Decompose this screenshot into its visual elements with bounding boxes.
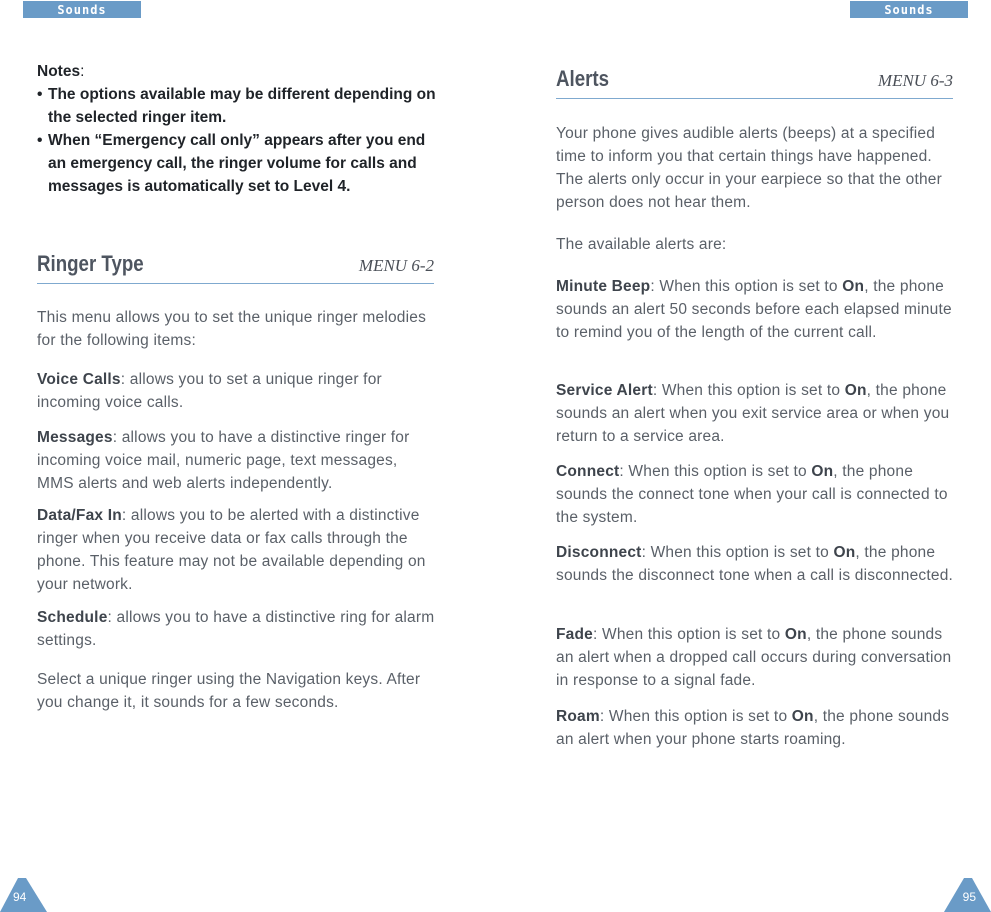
item-term: Minute Beep (556, 278, 651, 295)
notes-block (37, 60, 437, 198)
alert-item: Connect: When this option is set to On, the phone sounds the connect tone when your call is connected to the system. (556, 463, 948, 526)
ringer-item: Schedule: allows you to have a distinctive ring for alarm settings. (37, 609, 435, 649)
page-number-left (0, 878, 47, 912)
alert-item: Service Alert: When this option is set to On, the phone sounds an alert when you exit service area or when you return to a service area. (556, 382, 950, 445)
item-term: Schedule (37, 609, 108, 626)
alert-item: Minute Beep: When this option is set to On, the phone sounds an alert 50 seconds before each elapsed minute to remind you of the length of the current call. (556, 278, 952, 341)
notes-label: Notes (37, 63, 81, 80)
ringer-item: Data/Fax In: allows you to be alerted with a distinctive ringer when you receive data or fax calls through the phone. This feature may not be available depending on your network. (37, 507, 426, 593)
item-term: Roam (556, 708, 600, 725)
item-term: Messages (37, 429, 113, 446)
page-number: 95 (962, 890, 976, 904)
section-tab-right (850, 1, 968, 18)
section-tab-label: Sounds (884, 2, 934, 17)
menu-code: MENU 6-2 (358, 256, 434, 275)
page-number: 94 (13, 890, 27, 904)
alert-item: Disconnect: When this option is set to On, the phone sounds the disconnect tone when a call is disconnected. (556, 544, 954, 584)
section-title: Alerts (556, 66, 610, 91)
bullet-icon: • (37, 132, 43, 149)
item-term: Fade (556, 626, 593, 643)
item-term: Disconnect (556, 544, 642, 561)
menu-code: MENU 6-3 (877, 71, 953, 90)
alert-item: Roam: When this option is set to On, the phone sounds an alert when your phone starts roaming. (556, 708, 950, 748)
ringer-item: Voice Calls: allows you to set a unique ringer for incoming voice calls. (37, 371, 382, 411)
alerts-header (556, 66, 953, 99)
note-item: • When “Emergency call only” appears after you end an emergency call, the ringer volume for calls and messages is automatically set to Level 4. (37, 129, 437, 198)
ringer-closing: Select a unique ringer using the Navigation keys. After you change it, it sounds for a few seconds. (37, 671, 421, 711)
section-tab-label: Sounds (57, 2, 107, 17)
ringer-type-header (37, 251, 434, 284)
item-term: Data/Fax In (37, 507, 122, 524)
section-title: Ringer Type (37, 251, 144, 276)
bullet-icon: • (37, 86, 43, 103)
notes-colon: : (80, 63, 85, 80)
note-item: • The options available may be different depending on the selected ringer item. (37, 83, 437, 129)
item-term: Voice Calls (37, 371, 121, 388)
ringer-item: Messages: allows you to have a distinctive ringer for incoming voice mail, numeric page, text messages, MMS alerts and web alerts independently. (37, 429, 410, 492)
item-term: Connect (556, 463, 620, 480)
alerts-intro: Your phone gives audible alerts (beeps) at a specified time to inform you that certain things have happened. The alerts only occur in your earpiece so that the other person does not hear them. (556, 125, 942, 211)
ringer-intro: This menu allows you to set the unique ringer melodies for the following items: (37, 309, 427, 349)
section-tab-left (23, 1, 141, 18)
page-number-right (944, 878, 991, 912)
alerts-available: The available alerts are: (556, 236, 727, 253)
alert-item: Fade: When this option is set to On, the phone sounds an alert when a dropped call occurs during conversation in response to a signal fade. (556, 626, 952, 689)
item-term: Service Alert (556, 382, 653, 399)
